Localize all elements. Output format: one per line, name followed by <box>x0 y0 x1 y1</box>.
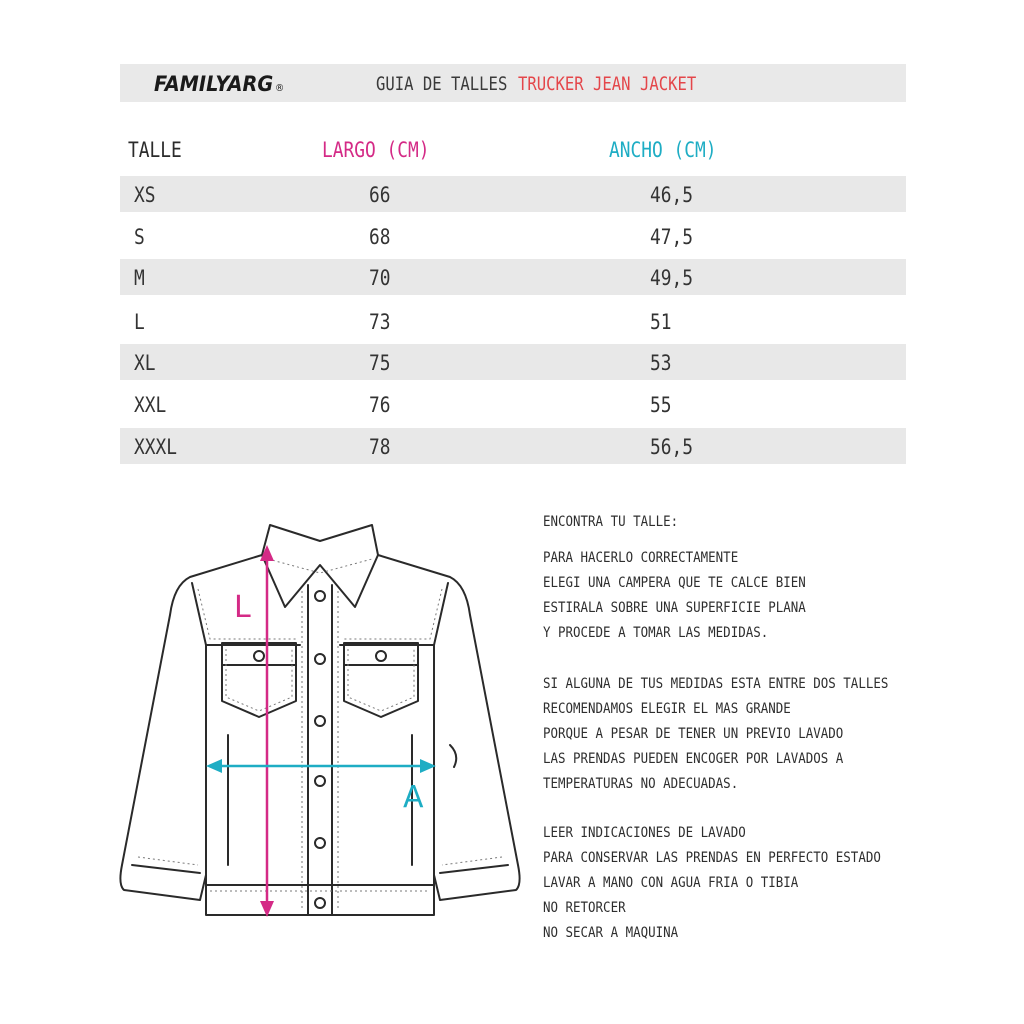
instruction-line: PORQUE A PESAR DE TENER UN PREVIO LAVADO <box>543 726 844 742</box>
column-header-width: ANCHO (CM) <box>609 138 717 162</box>
instruction-line: NO SECAR A MAQUINA <box>543 925 679 941</box>
width-cell: 55 <box>650 393 672 417</box>
table-row <box>120 176 906 212</box>
length-cell: 70 <box>369 266 391 290</box>
column-header-length: LARGO (CM) <box>322 138 430 162</box>
length-cell: 66 <box>369 183 391 207</box>
width-cell: 46,5 <box>650 183 693 207</box>
brand-logo <box>154 72 284 96</box>
length-cell: 75 <box>369 351 391 375</box>
instruction-line: Y PROCEDE A TOMAR LAS MEDIDAS. <box>543 625 769 641</box>
size-cell: S <box>134 225 145 249</box>
table-row <box>120 344 906 380</box>
brand-registered-mark: ® <box>275 83 285 94</box>
column-header-size: TALLE <box>128 138 182 162</box>
length-cell: 78 <box>369 435 391 459</box>
width-cell: 49,5 <box>650 266 693 290</box>
jacket-illustration <box>110 505 530 945</box>
jacket-diagram <box>110 505 530 945</box>
length-cell: 76 <box>369 393 391 417</box>
instructions-title: ENCONTRA TU TALLE: <box>543 514 679 530</box>
length-marker: L <box>234 590 251 625</box>
size-cell: XXXL <box>134 435 177 459</box>
table-row <box>120 428 906 464</box>
table-row <box>120 386 906 422</box>
width-cell: 47,5 <box>650 225 693 249</box>
table-row <box>120 259 906 295</box>
instruction-line: LAS PRENDAS PUEDEN ENCOGER POR LAVADOS A <box>543 751 844 767</box>
width-cell: 56,5 <box>650 435 693 459</box>
size-cell: XS <box>134 183 156 207</box>
instruction-line: LAVAR A MANO CON AGUA FRIA O TIBIA <box>543 875 799 891</box>
instruction-line: NO RETORCER <box>543 900 626 916</box>
length-cell: 73 <box>369 310 391 334</box>
instruction-line: PARA CONSERVAR LAS PRENDAS EN PERFECTO ESTADO <box>543 850 881 866</box>
instruction-line: LEER INDICACIONES DE LAVADO <box>543 825 746 841</box>
size-cell: XL <box>134 351 156 375</box>
instruction-line: SI ALGUNA DE TUS MEDIDAS ESTA ENTRE DOS TALLES <box>543 676 889 692</box>
instruction-line: ESTIRALA SOBRE UNA SUPERFICIE PLANA <box>543 600 806 616</box>
size-cell: XXL <box>134 393 167 417</box>
instruction-line: ELEGI UNA CAMPERA QUE TE CALCE BIEN <box>543 575 806 591</box>
width-cell: 53 <box>650 351 672 375</box>
brand-name: FAMILYARG <box>154 72 274 96</box>
length-cell: 68 <box>369 225 391 249</box>
size-cell: L <box>134 310 145 334</box>
guide-title: GUIA DE TALLES <box>376 73 508 95</box>
product-name: TRUCKER JEAN JACKET <box>518 73 697 95</box>
size-cell: M <box>134 266 145 290</box>
instruction-line: RECOMENDAMOS ELEGIR EL MAS GRANDE <box>543 701 791 717</box>
width-marker: A <box>403 780 424 815</box>
instruction-line: PARA HACERLO CORRECTAMENTE <box>543 550 739 566</box>
width-cell: 51 <box>650 310 672 334</box>
instruction-line: TEMPERATURAS NO ADECUADAS. <box>543 776 739 792</box>
table-row <box>120 303 906 339</box>
table-row <box>120 218 906 254</box>
